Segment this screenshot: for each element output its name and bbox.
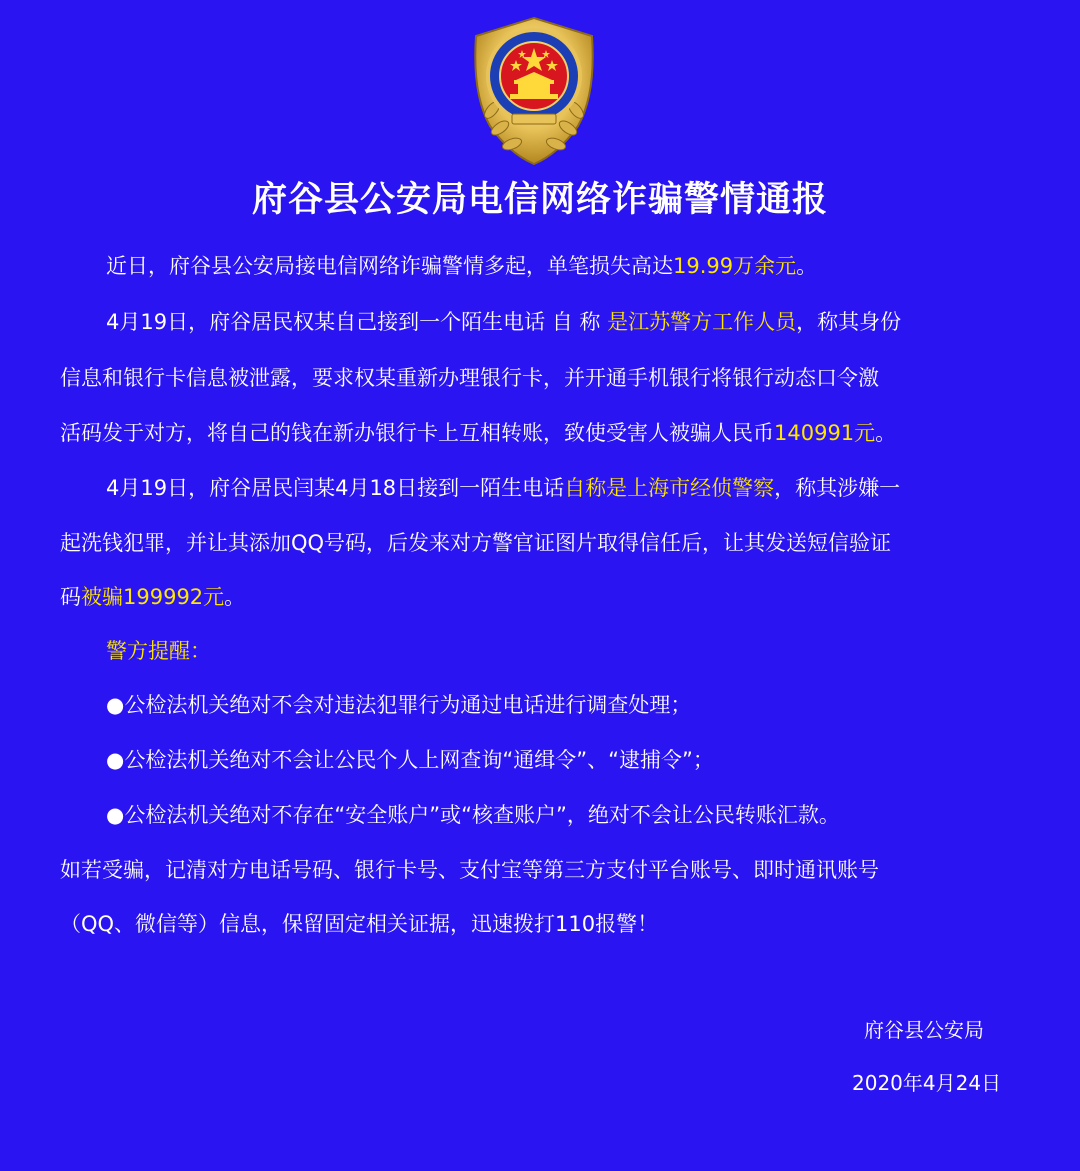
text-segment: 近日，府谷县公安局接电信网络诈骗警情多起，单笔损失高达 (106, 254, 673, 278)
highlight-loss-amount: 140991元 (774, 421, 876, 445)
paragraph-2-line-3 (60, 417, 896, 447)
reminder-item-2: ●公检法机关绝对不会让公民个人上网查询“通缉令”、“逮捕令”； (106, 748, 714, 772)
text-segment: 码 (60, 585, 81, 609)
signature-date: 2020年4月24日 (852, 1071, 1002, 1095)
text-segment: 。 (875, 421, 897, 445)
reminder-advice-line-2: （QQ、微信等）信息，保留固定相关证据，迅速拨打110报警！ (60, 912, 659, 936)
reminder-advice-line-1: 如若受骗，记清对方电话号码、银行卡号、支付宝等第三方支付平台账号、即时通讯账号 (60, 858, 879, 882)
paragraph-2-line-2: 信息和银行卡信息被泄露，要求权某重新办理银行卡，并开通手机银行将银行动态口令激 (60, 366, 879, 390)
paragraph-1-line-1 (106, 250, 817, 280)
signature-org: 府谷县公安局 (864, 1018, 984, 1042)
text-segment: 活码发于对方，将自己的钱在新办银行卡上互相转账，致使受害人被骗人民币 (60, 421, 774, 445)
highlight-loss-amount: 19.99万余元 (673, 254, 797, 278)
text-segment: ，称其涉嫌一 (774, 476, 901, 500)
highlight-fake-police: 是江苏警方工作人员 (607, 310, 797, 334)
reminder-heading: 警方提醒： (106, 639, 211, 663)
paragraph-3-line-3 (60, 581, 245, 611)
text-segment: 。 (796, 254, 818, 278)
text-segment: 4月19日，府谷居民权某自己接到一个陌生电话 自 称 (106, 310, 608, 334)
reminder-item-3: ●公检法机关绝对不存在“安全账户”或“核查账户”，绝对不会让公民转账汇款。 (106, 803, 840, 827)
text-segment: 。 (224, 585, 246, 609)
highlight-fake-police: 自称是上海市经侦警察 (564, 476, 775, 500)
highlight-loss-amount: 被骗199992元 (81, 585, 225, 609)
text-segment: 4月19日，府谷居民闫某4月18日接到一陌生电话 (106, 476, 565, 500)
paragraph-3-line-1 (106, 472, 900, 502)
page-title: 府谷县公安局电信网络诈骗警情通报 (251, 180, 828, 220)
paragraph-2-line-1 (106, 306, 901, 336)
paragraph-3-line-2: 起洗钱犯罪，并让其添加QQ号码，后发来对方警官证图片取得信任后，让其发送短信验证 (60, 531, 892, 555)
text-segment: ，称其身份 (796, 310, 902, 334)
reminder-item-1: ●公检法机关绝对不会对违法犯罪行为通过电话进行调查处理； (106, 693, 692, 717)
police-emblem-icon (466, 14, 602, 168)
